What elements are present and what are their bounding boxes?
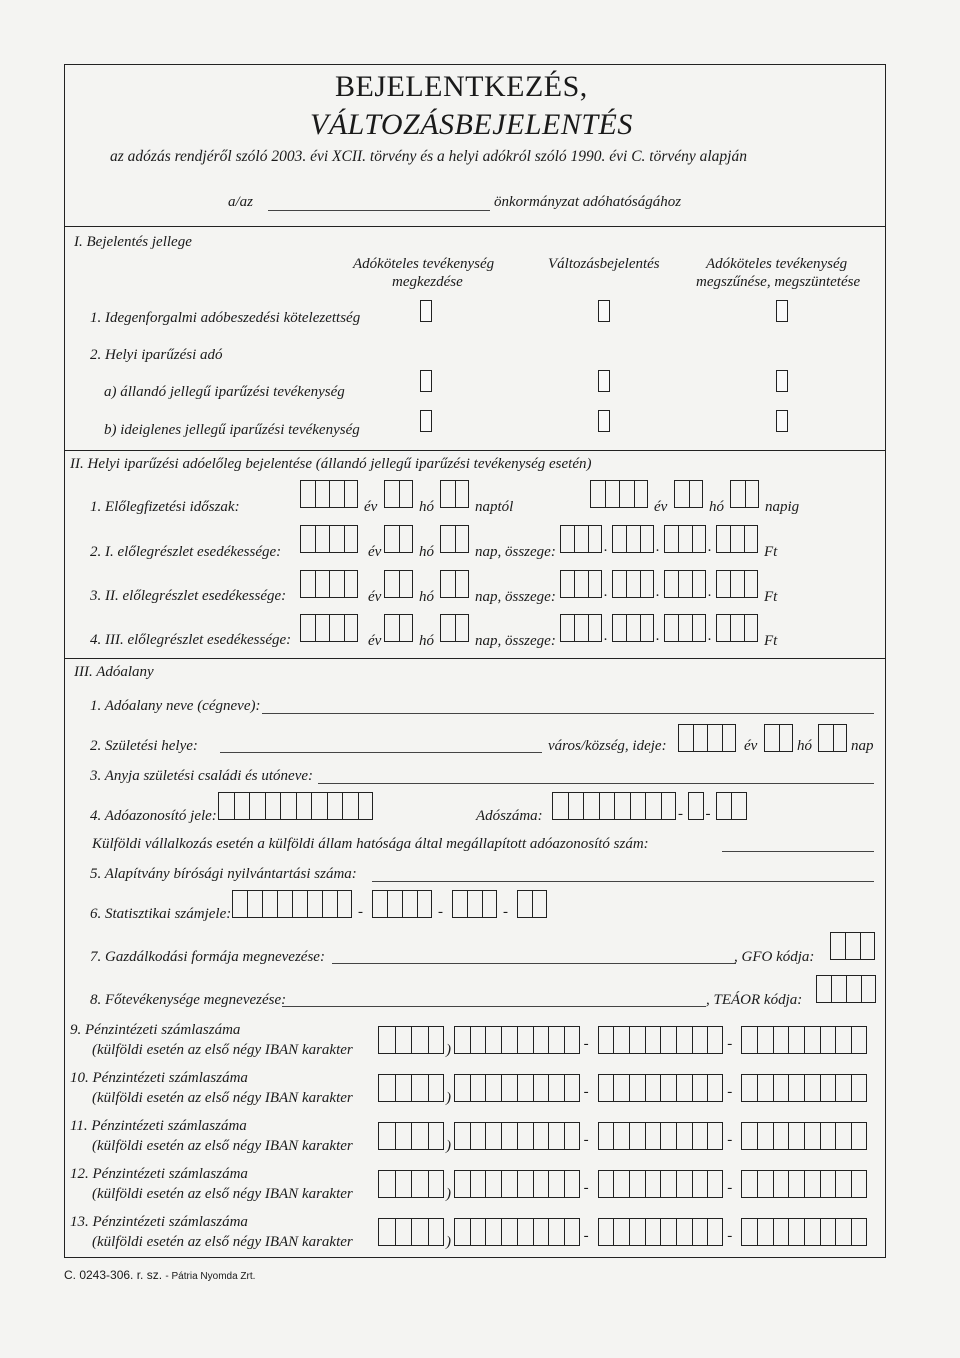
tax-id-cells[interactable] bbox=[218, 792, 373, 820]
ft-label: Ft bbox=[764, 633, 778, 649]
nap-label: nap bbox=[851, 738, 874, 754]
bank-account-11-iban-label: (külföldi esetén az első négy IBAN karakter bbox=[92, 1138, 353, 1154]
dash: - bbox=[727, 1036, 733, 1052]
paren: ) bbox=[446, 1138, 451, 1154]
to-year[interactable] bbox=[590, 480, 648, 508]
mother-name-label: 3. Anyja születési családi és utóneve: bbox=[90, 768, 314, 784]
paren: ) bbox=[446, 1186, 451, 1202]
dash: - bbox=[727, 1180, 733, 1196]
dash: - bbox=[727, 1228, 733, 1244]
ho-label: hó bbox=[419, 633, 434, 649]
checkbox-ideiglenes-change[interactable] bbox=[598, 410, 610, 432]
ev-label: év bbox=[744, 738, 758, 754]
dash: - bbox=[583, 1132, 589, 1148]
bank-account-11-iban[interactable] bbox=[378, 1122, 444, 1150]
checkbox-idegen-start[interactable] bbox=[420, 300, 432, 322]
ho-label: hó bbox=[419, 544, 434, 560]
dash: - bbox=[583, 1036, 589, 1052]
advance-3-month[interactable] bbox=[384, 614, 413, 642]
advance-3-label: 4. III. előlegrészlet esedékessége: bbox=[90, 632, 292, 648]
bank-account-9-group-1[interactable] bbox=[454, 1026, 580, 1054]
dash: - bbox=[358, 904, 363, 920]
bank-account-9-iban-label: (külföldi esetén az első négy IBAN karakter bbox=[92, 1042, 353, 1058]
form-title-2: VÁLTOZÁSBEJELENTÉS bbox=[310, 108, 633, 141]
foreign-tax-id-field[interactable] bbox=[722, 851, 874, 852]
stat-code-label: 6. Statisztikai számjele: bbox=[90, 906, 232, 922]
row-iparuzesi: 2. Helyi iparűzési adó bbox=[90, 347, 223, 363]
foreign-tax-id-label: Külföldi vállalkozás esetén a külföldi állam hatósága által megállapított adóazonosító szám: bbox=[92, 836, 649, 852]
birth-year[interactable] bbox=[678, 724, 736, 752]
advance-1-amount-group[interactable] bbox=[560, 525, 602, 553]
teaor-code-cells[interactable] bbox=[816, 975, 876, 1003]
naptol-label: naptól bbox=[475, 499, 514, 515]
thousand-separator: . bbox=[604, 584, 608, 600]
nap-osszege-label: nap, összege: bbox=[475, 633, 556, 649]
advance-3-amount-group[interactable] bbox=[664, 614, 706, 642]
bank-account-9-group-3[interactable] bbox=[741, 1026, 867, 1054]
thousand-separator: . bbox=[656, 539, 660, 555]
thousand-separator: . bbox=[708, 539, 712, 555]
checkbox-ideiglenes-start[interactable] bbox=[420, 410, 432, 432]
bank-account-12-label: 12. Pénzintézeti számlaszáma bbox=[70, 1166, 248, 1182]
gfo-code-cells[interactable] bbox=[830, 932, 875, 960]
bank-account-13-iban-label: (külföldi esetén az első négy IBAN karakter bbox=[92, 1234, 353, 1250]
dash: - bbox=[678, 806, 683, 822]
checkbox-idegen-end[interactable] bbox=[776, 300, 788, 322]
form-code: C. 0243-306. r. sz. bbox=[64, 1268, 163, 1282]
ev-label: év bbox=[364, 499, 378, 515]
divider bbox=[64, 226, 886, 227]
thousand-separator: . bbox=[656, 584, 660, 600]
paren: ) bbox=[446, 1042, 451, 1058]
bank-account-11-group-2[interactable] bbox=[598, 1122, 724, 1150]
stat-code-2[interactable] bbox=[372, 890, 432, 918]
bank-account-9-iban[interactable] bbox=[378, 1026, 444, 1054]
col-start-label-2: megkezdése bbox=[392, 274, 463, 290]
bank-account-12-iban-label: (külföldi esetén az első négy IBAN karakter bbox=[92, 1186, 353, 1202]
bank-account-12-group-1[interactable] bbox=[454, 1170, 580, 1198]
foundation-reg-field[interactable] bbox=[372, 881, 874, 882]
from-day[interactable] bbox=[440, 480, 469, 508]
divider bbox=[64, 658, 886, 659]
section2-title: II. Helyi iparűzési adóelőleg bejelentése (állandó jellegű iparűzési tevékenység esetén) bbox=[70, 456, 592, 472]
advance-2-label: 3. II. előlegrészlet esedékessége: bbox=[90, 588, 287, 604]
dash: - bbox=[727, 1132, 733, 1148]
advance-3-amount-group[interactable] bbox=[560, 614, 602, 642]
row-ideiglenes: b) ideiglenes jellegű iparűzési tevékenység bbox=[104, 422, 360, 438]
taxpayer-name-field[interactable] bbox=[262, 713, 874, 714]
gfo-code-label: , GFO kódja: bbox=[734, 949, 815, 965]
dash: - bbox=[583, 1084, 589, 1100]
mother-name-field[interactable] bbox=[318, 783, 874, 784]
bank-account-9-label: 9. Pénzintézeti számlaszáma bbox=[70, 1022, 241, 1038]
advance-2-year[interactable] bbox=[300, 570, 358, 598]
printer-name: - Pátria Nyomda Zrt. bbox=[165, 1271, 256, 1282]
paren: ) bbox=[446, 1234, 451, 1250]
birthdate-label: város/község, ideje: bbox=[548, 738, 667, 754]
ho-label: hó bbox=[419, 589, 434, 605]
dash: - bbox=[705, 806, 711, 822]
thousand-separator: . bbox=[708, 628, 712, 644]
tax-number-label: Adószáma: bbox=[476, 808, 543, 824]
bank-account-10-label: 10. Pénzintézeti számlaszáma bbox=[70, 1070, 248, 1086]
authority-label: önkormányzat adóhatóságához bbox=[494, 194, 682, 210]
advance-1-label: 2. I. előlegrészlet esedékessége: bbox=[90, 544, 282, 560]
row-allando: a) állandó jellegű iparűzési tevékenység bbox=[104, 384, 345, 400]
gfo-name-field[interactable] bbox=[332, 963, 736, 964]
bank-account-11-group-3[interactable] bbox=[741, 1122, 867, 1150]
ev-label: év bbox=[368, 633, 382, 649]
bank-account-10-group-2[interactable] bbox=[598, 1074, 724, 1102]
bank-account-10-group-1[interactable] bbox=[454, 1074, 580, 1102]
bank-account-12-group-3[interactable] bbox=[741, 1170, 867, 1198]
legal-basis: az adózás rendjéről szóló 2003. évi XCII. törvény és a helyi adókról szóló 1990. évi C. törvény alapján bbox=[110, 148, 747, 165]
birthplace-field[interactable] bbox=[220, 752, 542, 753]
to-month[interactable] bbox=[674, 480, 703, 508]
dash: - bbox=[583, 1228, 589, 1244]
checkbox-allando-start[interactable] bbox=[420, 370, 432, 392]
birth-month[interactable] bbox=[764, 724, 793, 752]
advance-3-amount-group[interactable] bbox=[716, 614, 758, 642]
form-title: BEJELENTKEZÉS, bbox=[335, 70, 588, 103]
col-change-label: Változásbejelentés bbox=[548, 256, 660, 272]
advance-1-year[interactable] bbox=[300, 525, 358, 553]
advance-2-amount-group[interactable] bbox=[664, 570, 706, 598]
advance-2-day[interactable] bbox=[440, 570, 469, 598]
advance-1-day[interactable] bbox=[440, 525, 469, 553]
ho-label: hó bbox=[419, 499, 434, 515]
advance-2-amount-group[interactable] bbox=[612, 570, 654, 598]
advance-1-amount-group[interactable] bbox=[612, 525, 654, 553]
ev-label: év bbox=[368, 589, 382, 605]
teaor-name-field[interactable] bbox=[282, 1006, 706, 1007]
thousand-separator: . bbox=[708, 584, 712, 600]
advance-3-day[interactable] bbox=[440, 614, 469, 642]
napig-label: napig bbox=[765, 499, 800, 515]
section3-title: III. Adóalany bbox=[74, 664, 154, 680]
col-end-label-2: megszűnése, megszüntetése bbox=[696, 274, 861, 290]
row-idegenforgalmi: 1. Idegenforgalmi adóbeszedési kötelezettség bbox=[90, 310, 361, 326]
to-day[interactable] bbox=[730, 480, 759, 508]
alaz-label: a/az bbox=[228, 194, 254, 210]
from-year[interactable] bbox=[300, 480, 358, 508]
tax-number-vat[interactable] bbox=[688, 792, 704, 820]
footer bbox=[64, 1268, 255, 1282]
bank-account-10-iban-label: (külföldi esetén az első négy IBAN karakter bbox=[92, 1090, 353, 1106]
bank-account-10-group-3[interactable] bbox=[741, 1074, 867, 1102]
checkbox-idegen-change[interactable] bbox=[598, 300, 610, 322]
thousand-separator: . bbox=[604, 539, 608, 555]
nap-osszege-label: nap, összege: bbox=[475, 589, 556, 605]
bank-account-13-group-2[interactable] bbox=[598, 1218, 724, 1246]
advance-period-label: 1. Előlegfizetési időszak: bbox=[90, 499, 240, 515]
divider bbox=[64, 450, 886, 451]
dash: - bbox=[503, 904, 508, 920]
stat-code-4[interactable] bbox=[517, 890, 547, 918]
dash: - bbox=[438, 904, 443, 920]
ft-label: Ft bbox=[764, 544, 778, 560]
ft-label: Ft bbox=[764, 589, 778, 605]
bank-account-12-group-2[interactable] bbox=[598, 1170, 724, 1198]
section1-title: I. Bejelentés jellege bbox=[74, 234, 192, 250]
advance-2-month[interactable] bbox=[384, 570, 413, 598]
bank-account-12-iban[interactable] bbox=[378, 1170, 444, 1198]
bank-account-11-group-1[interactable] bbox=[454, 1122, 580, 1150]
gfo-name-label: 7. Gazdálkodási formája megnevezése: bbox=[90, 949, 325, 965]
checkbox-allando-end[interactable] bbox=[776, 370, 788, 392]
bank-account-13-group-3[interactable] bbox=[741, 1218, 867, 1246]
bank-account-13-iban[interactable] bbox=[378, 1218, 444, 1246]
ho-label: hó bbox=[797, 738, 812, 754]
dash: - bbox=[583, 1180, 589, 1196]
advance-2-amount-group[interactable] bbox=[716, 570, 758, 598]
col-end-label: Adóköteles tevékenység bbox=[706, 256, 848, 272]
advance-1-amount-group[interactable] bbox=[664, 525, 706, 553]
stat-code-3[interactable] bbox=[452, 890, 497, 918]
bank-account-13-label: 13. Pénzintézeti számlaszáma bbox=[70, 1214, 248, 1230]
birth-day[interactable] bbox=[818, 724, 847, 752]
tax-number-county[interactable] bbox=[716, 792, 747, 820]
advance-3-amount-group[interactable] bbox=[612, 614, 654, 642]
bank-account-11-label: 11. Pénzintézeti számlaszáma bbox=[70, 1118, 247, 1134]
thousand-separator: . bbox=[604, 628, 608, 644]
tax-number-main[interactable] bbox=[552, 792, 676, 820]
taxpayer-name-label: 1. Adóalany neve (cégneve): bbox=[90, 698, 261, 714]
ho-label: hó bbox=[709, 499, 724, 515]
ev-label: év bbox=[654, 499, 668, 515]
nap-osszege-label: nap, összege: bbox=[475, 544, 556, 560]
from-month[interactable] bbox=[384, 480, 413, 508]
advance-1-month[interactable] bbox=[384, 525, 413, 553]
ev-label: év bbox=[368, 544, 382, 560]
teaor-name-label: 8. Főtevékenysége megnevezése: bbox=[90, 992, 287, 1008]
foundation-reg-label: 5. Alapítvány bírósági nyilvántartási száma: bbox=[90, 866, 357, 882]
checkbox-ideiglenes-end[interactable] bbox=[776, 410, 788, 432]
teaor-code-label: , TEÁOR kódja: bbox=[706, 992, 803, 1008]
thousand-separator: . bbox=[656, 628, 660, 644]
advance-1-amount-group[interactable] bbox=[716, 525, 758, 553]
municipality-field[interactable] bbox=[268, 210, 490, 211]
col-start-label: Adóköteles tevékenység bbox=[353, 256, 495, 272]
dash: - bbox=[727, 1084, 733, 1100]
advance-2-amount-group[interactable] bbox=[560, 570, 602, 598]
bank-account-13-group-1[interactable] bbox=[454, 1218, 580, 1246]
tax-id-label: 4. Adóazonosító jele: bbox=[90, 808, 217, 824]
birthplace-label: 2. Születési helye: bbox=[90, 738, 198, 754]
bank-account-10-iban[interactable] bbox=[378, 1074, 444, 1102]
advance-3-year[interactable] bbox=[300, 614, 358, 642]
bank-account-9-group-2[interactable] bbox=[598, 1026, 724, 1054]
paren: ) bbox=[446, 1090, 451, 1106]
stat-code-1[interactable] bbox=[232, 890, 352, 918]
checkbox-allando-change[interactable] bbox=[598, 370, 610, 392]
